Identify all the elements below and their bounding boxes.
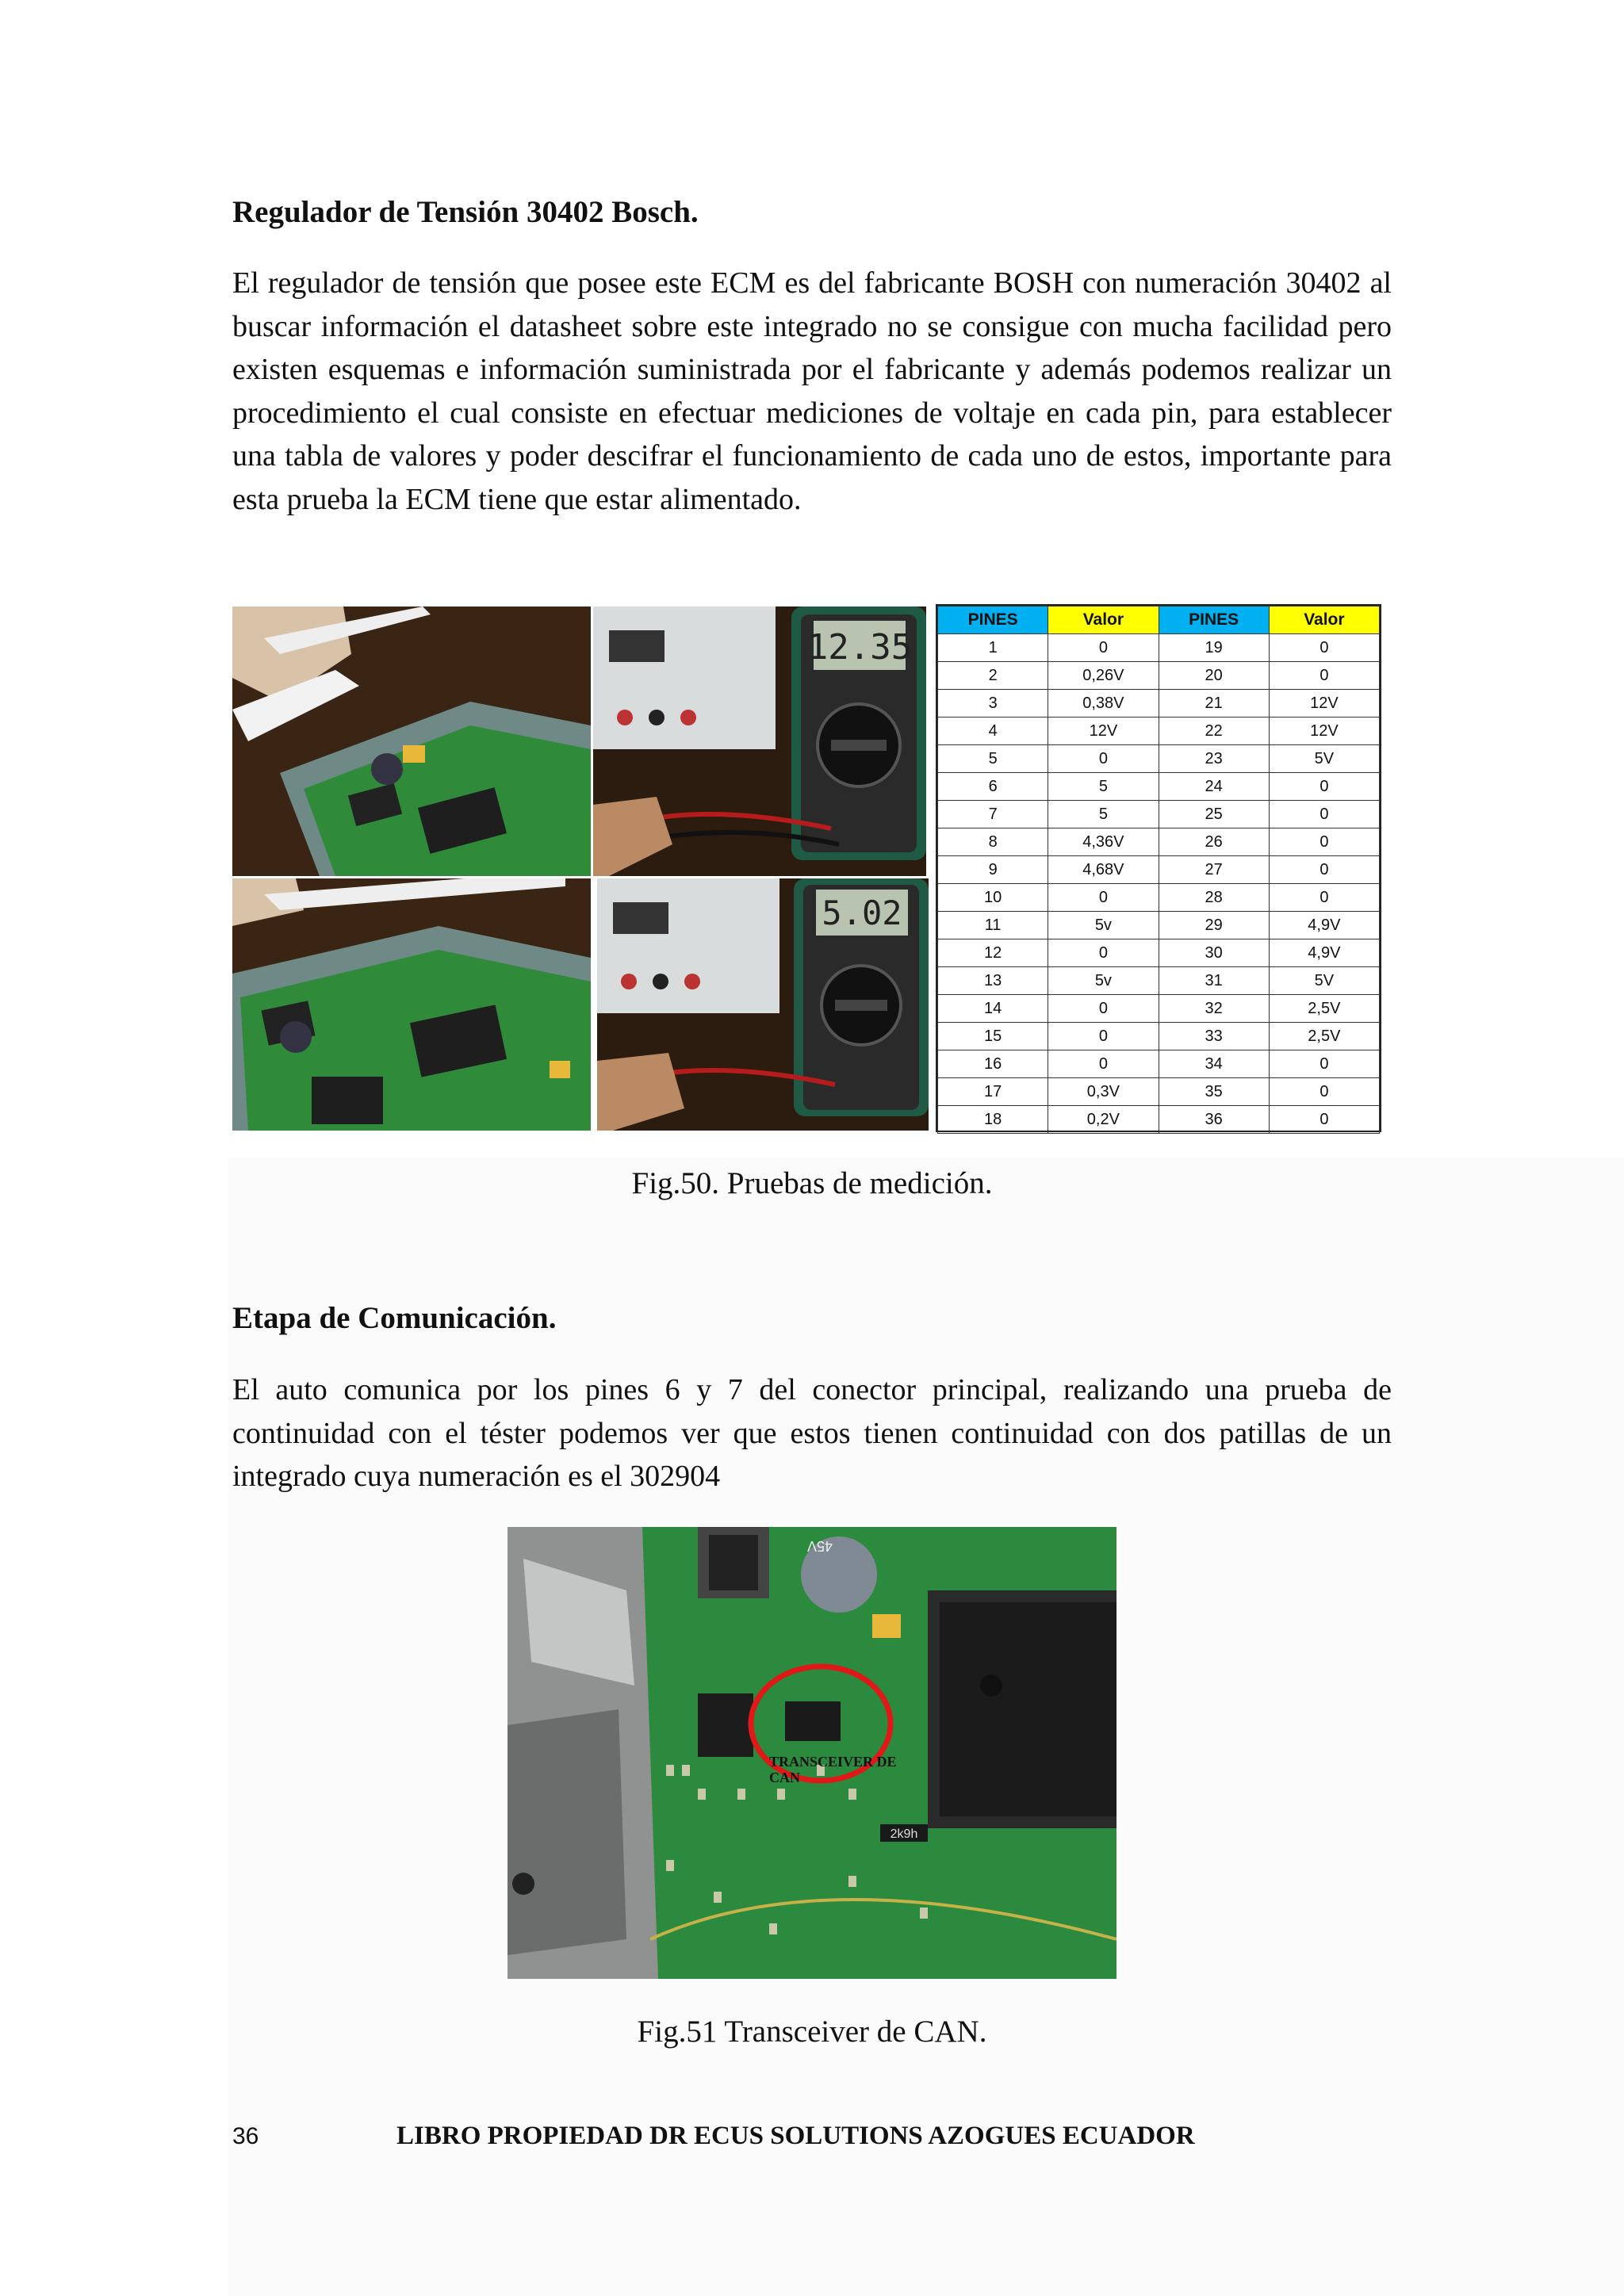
- paragraph-regulador: El regulador de tensión que posee este ECM es del fabricante BOSH con numeración 30402 al buscar información el datasheet sobre este integrado no se consigue con mucha facilidad pero existen esquemas e información suministrada por el fabricante y además podemos realizar un procedimiento el cual consiste en efectuar mediciones de voltaje en cada pin, para establecer una tabla de valores y poder descifrar el funcionamiento de cada uno de estos, importante para esta prueba la ECM tiene que estar alimentado.: [232, 266, 1392, 516]
- pin-number-cell: 1: [938, 634, 1048, 662]
- pin-number-cell: 11: [938, 912, 1048, 939]
- pin-number-cell: 2: [938, 662, 1048, 690]
- pin-value-cell: 4,36V: [1048, 828, 1159, 856]
- pin-value-cell: 0: [1269, 1106, 1379, 1134]
- pin-value-cell: 0,2V: [1048, 1106, 1159, 1134]
- pin-value-cell: 5V: [1269, 967, 1379, 995]
- header-pines-2: PINES: [1159, 607, 1269, 634]
- pin-value-cell: 0: [1048, 995, 1159, 1023]
- table-row: [938, 1023, 1380, 1050]
- pin-value-cell: 0,26V: [1048, 662, 1159, 690]
- pin-number-cell: 34: [1159, 1050, 1269, 1078]
- section-heading-regulador: Regulador de Tensión 30402 Bosch.: [232, 195, 699, 229]
- table-row: [938, 912, 1380, 939]
- pin-number-cell: 12: [938, 939, 1048, 967]
- table-row: [938, 1078, 1380, 1106]
- figure-50-caption: Fig.50. Pruebas de medición.: [631, 1166, 993, 1200]
- pin-number-cell: 32: [1159, 995, 1269, 1023]
- table-row: [938, 856, 1380, 884]
- paragraph-comunicacion: El auto comunica por los pines 6 y 7 del conector principal, realizando una prueba de continuidad con el téster podemos ver que estos tienen continuidad con dos patillas de un integrado cuya numeración es el 302904: [232, 1373, 1392, 1493]
- capacitor-marking: 45V: [806, 1538, 833, 1554]
- header-valor-1: Valor: [1048, 607, 1159, 634]
- pin-value-cell: 0: [1269, 856, 1379, 884]
- pin-value-cell: 2,5V: [1269, 1023, 1379, 1050]
- pin-number-cell: 29: [1159, 912, 1269, 939]
- table-row: [938, 718, 1380, 745]
- page-number: 36: [232, 2123, 259, 2149]
- section-heading-comunicacion: Etapa de Comunicación.: [232, 1301, 557, 1335]
- multimeter-reading-2: 5.02: [822, 894, 902, 932]
- pin-value-cell: 2,5V: [1269, 995, 1379, 1023]
- pin-value-cell: 4,9V: [1269, 939, 1379, 967]
- pin-number-cell: 20: [1159, 662, 1269, 690]
- pin-number-cell: 10: [938, 884, 1048, 912]
- pin-value-cell: 0: [1048, 884, 1159, 912]
- pin-value-cell: 0: [1048, 745, 1159, 773]
- pin-value-cell: 12V: [1269, 718, 1379, 745]
- pin-value-cell: 0,3V: [1048, 1078, 1159, 1106]
- pin-number-cell: 35: [1159, 1078, 1269, 1106]
- photo-ecm-probe-1: [232, 607, 591, 876]
- header-pines-1: PINES: [938, 607, 1048, 634]
- figure-51-caption: Fig.51 Transceiver de CAN.: [637, 2015, 987, 2049]
- pin-value-cell: 0: [1269, 884, 1379, 912]
- table-row: [938, 967, 1380, 995]
- table-row: [938, 634, 1380, 662]
- pin-number-cell: 23: [1159, 745, 1269, 773]
- pin-number-cell: 26: [1159, 828, 1269, 856]
- pin-number-cell: 3: [938, 690, 1048, 718]
- pin-value-cell: 0: [1048, 634, 1159, 662]
- pin-value-cell: 4,68V: [1048, 856, 1159, 884]
- table-row: [938, 690, 1380, 718]
- pin-number-cell: 22: [1159, 718, 1269, 745]
- pin-value-cell: 0: [1269, 634, 1379, 662]
- table-row: [938, 884, 1380, 912]
- table-row: [938, 773, 1380, 801]
- footer-text: LIBRO PROPIEDAD DR ECUS SOLUTIONS AZOGUES ECUADOR: [396, 2122, 1195, 2150]
- pin-number-cell: 6: [938, 773, 1048, 801]
- pin-number-cell: 5: [938, 745, 1048, 773]
- pin-number-cell: 25: [1159, 801, 1269, 828]
- photo-ecm-probe-2: [232, 878, 591, 1131]
- pin-value-cell: 0,38V: [1048, 690, 1159, 718]
- pin-number-cell: 14: [938, 995, 1048, 1023]
- pin-number-cell: 16: [938, 1050, 1048, 1078]
- table-row: [938, 662, 1380, 690]
- pin-value-cell: 5: [1048, 801, 1159, 828]
- pin-value-cell: 0: [1269, 828, 1379, 856]
- pin-number-cell: 27: [1159, 856, 1269, 884]
- table-row: [938, 1050, 1380, 1078]
- transceiver-annotation-line1: TRANSCEIVER DE: [769, 1754, 897, 1770]
- table-row: [938, 828, 1380, 856]
- pin-number-cell: 36: [1159, 1106, 1269, 1134]
- pin-value-cell: 5: [1048, 773, 1159, 801]
- table-header-row: [938, 607, 1380, 634]
- pin-value-cell: 0: [1269, 773, 1379, 801]
- pin-value-cell: 5v: [1048, 967, 1159, 995]
- pin-number-cell: 28: [1159, 884, 1269, 912]
- pin-number-cell: 33: [1159, 1023, 1269, 1050]
- table-row: [938, 995, 1380, 1023]
- pin-value-cell: 4,9V: [1269, 912, 1379, 939]
- pin-value-cell: 12V: [1269, 690, 1379, 718]
- pin-value-cell: 0: [1269, 1050, 1379, 1078]
- pin-number-cell: 31: [1159, 967, 1269, 995]
- pin-number-cell: 30: [1159, 939, 1269, 967]
- header-valor-2: Valor: [1269, 607, 1379, 634]
- pin-number-cell: 4: [938, 718, 1048, 745]
- pin-number-cell: 19: [1159, 634, 1269, 662]
- pin-number-cell: 17: [938, 1078, 1048, 1106]
- table-row: [938, 939, 1380, 967]
- pin-number-cell: 9: [938, 856, 1048, 884]
- pin-value-cell: 0: [1048, 1050, 1159, 1078]
- pin-number-cell: 21: [1159, 690, 1269, 718]
- pin-number-cell: 24: [1159, 773, 1269, 801]
- pin-value-cell: 5V: [1269, 745, 1379, 773]
- transceiver-annotation-line2: CAN: [769, 1770, 800, 1785]
- pin-voltage-table: [936, 604, 1381, 1132]
- pin-value-cell: 5v: [1048, 912, 1159, 939]
- pin-value-cell: 0: [1269, 662, 1379, 690]
- pin-value-cell: 0: [1048, 939, 1159, 967]
- photo-multimeter-2: [597, 878, 929, 1131]
- pin-number-cell: 8: [938, 828, 1048, 856]
- pin-value-cell: 0: [1269, 1078, 1379, 1106]
- photo-can-transceiver: [508, 1527, 1116, 1979]
- pin-number-cell: 13: [938, 967, 1048, 995]
- chip-marking: 2k9h: [890, 1827, 918, 1841]
- multimeter-reading-1: 12.35: [806, 627, 913, 668]
- table-row: [938, 801, 1380, 828]
- photo-multimeter-1: [593, 607, 926, 876]
- pin-number-cell: 7: [938, 801, 1048, 828]
- pin-value-cell: 12V: [1048, 718, 1159, 745]
- pin-value-cell: 0: [1269, 801, 1379, 828]
- table-row: [938, 745, 1380, 773]
- table-row: [938, 1106, 1380, 1134]
- pin-value-cell: 0: [1048, 1023, 1159, 1050]
- pin-number-cell: 18: [938, 1106, 1048, 1134]
- pin-number-cell: 15: [938, 1023, 1048, 1050]
